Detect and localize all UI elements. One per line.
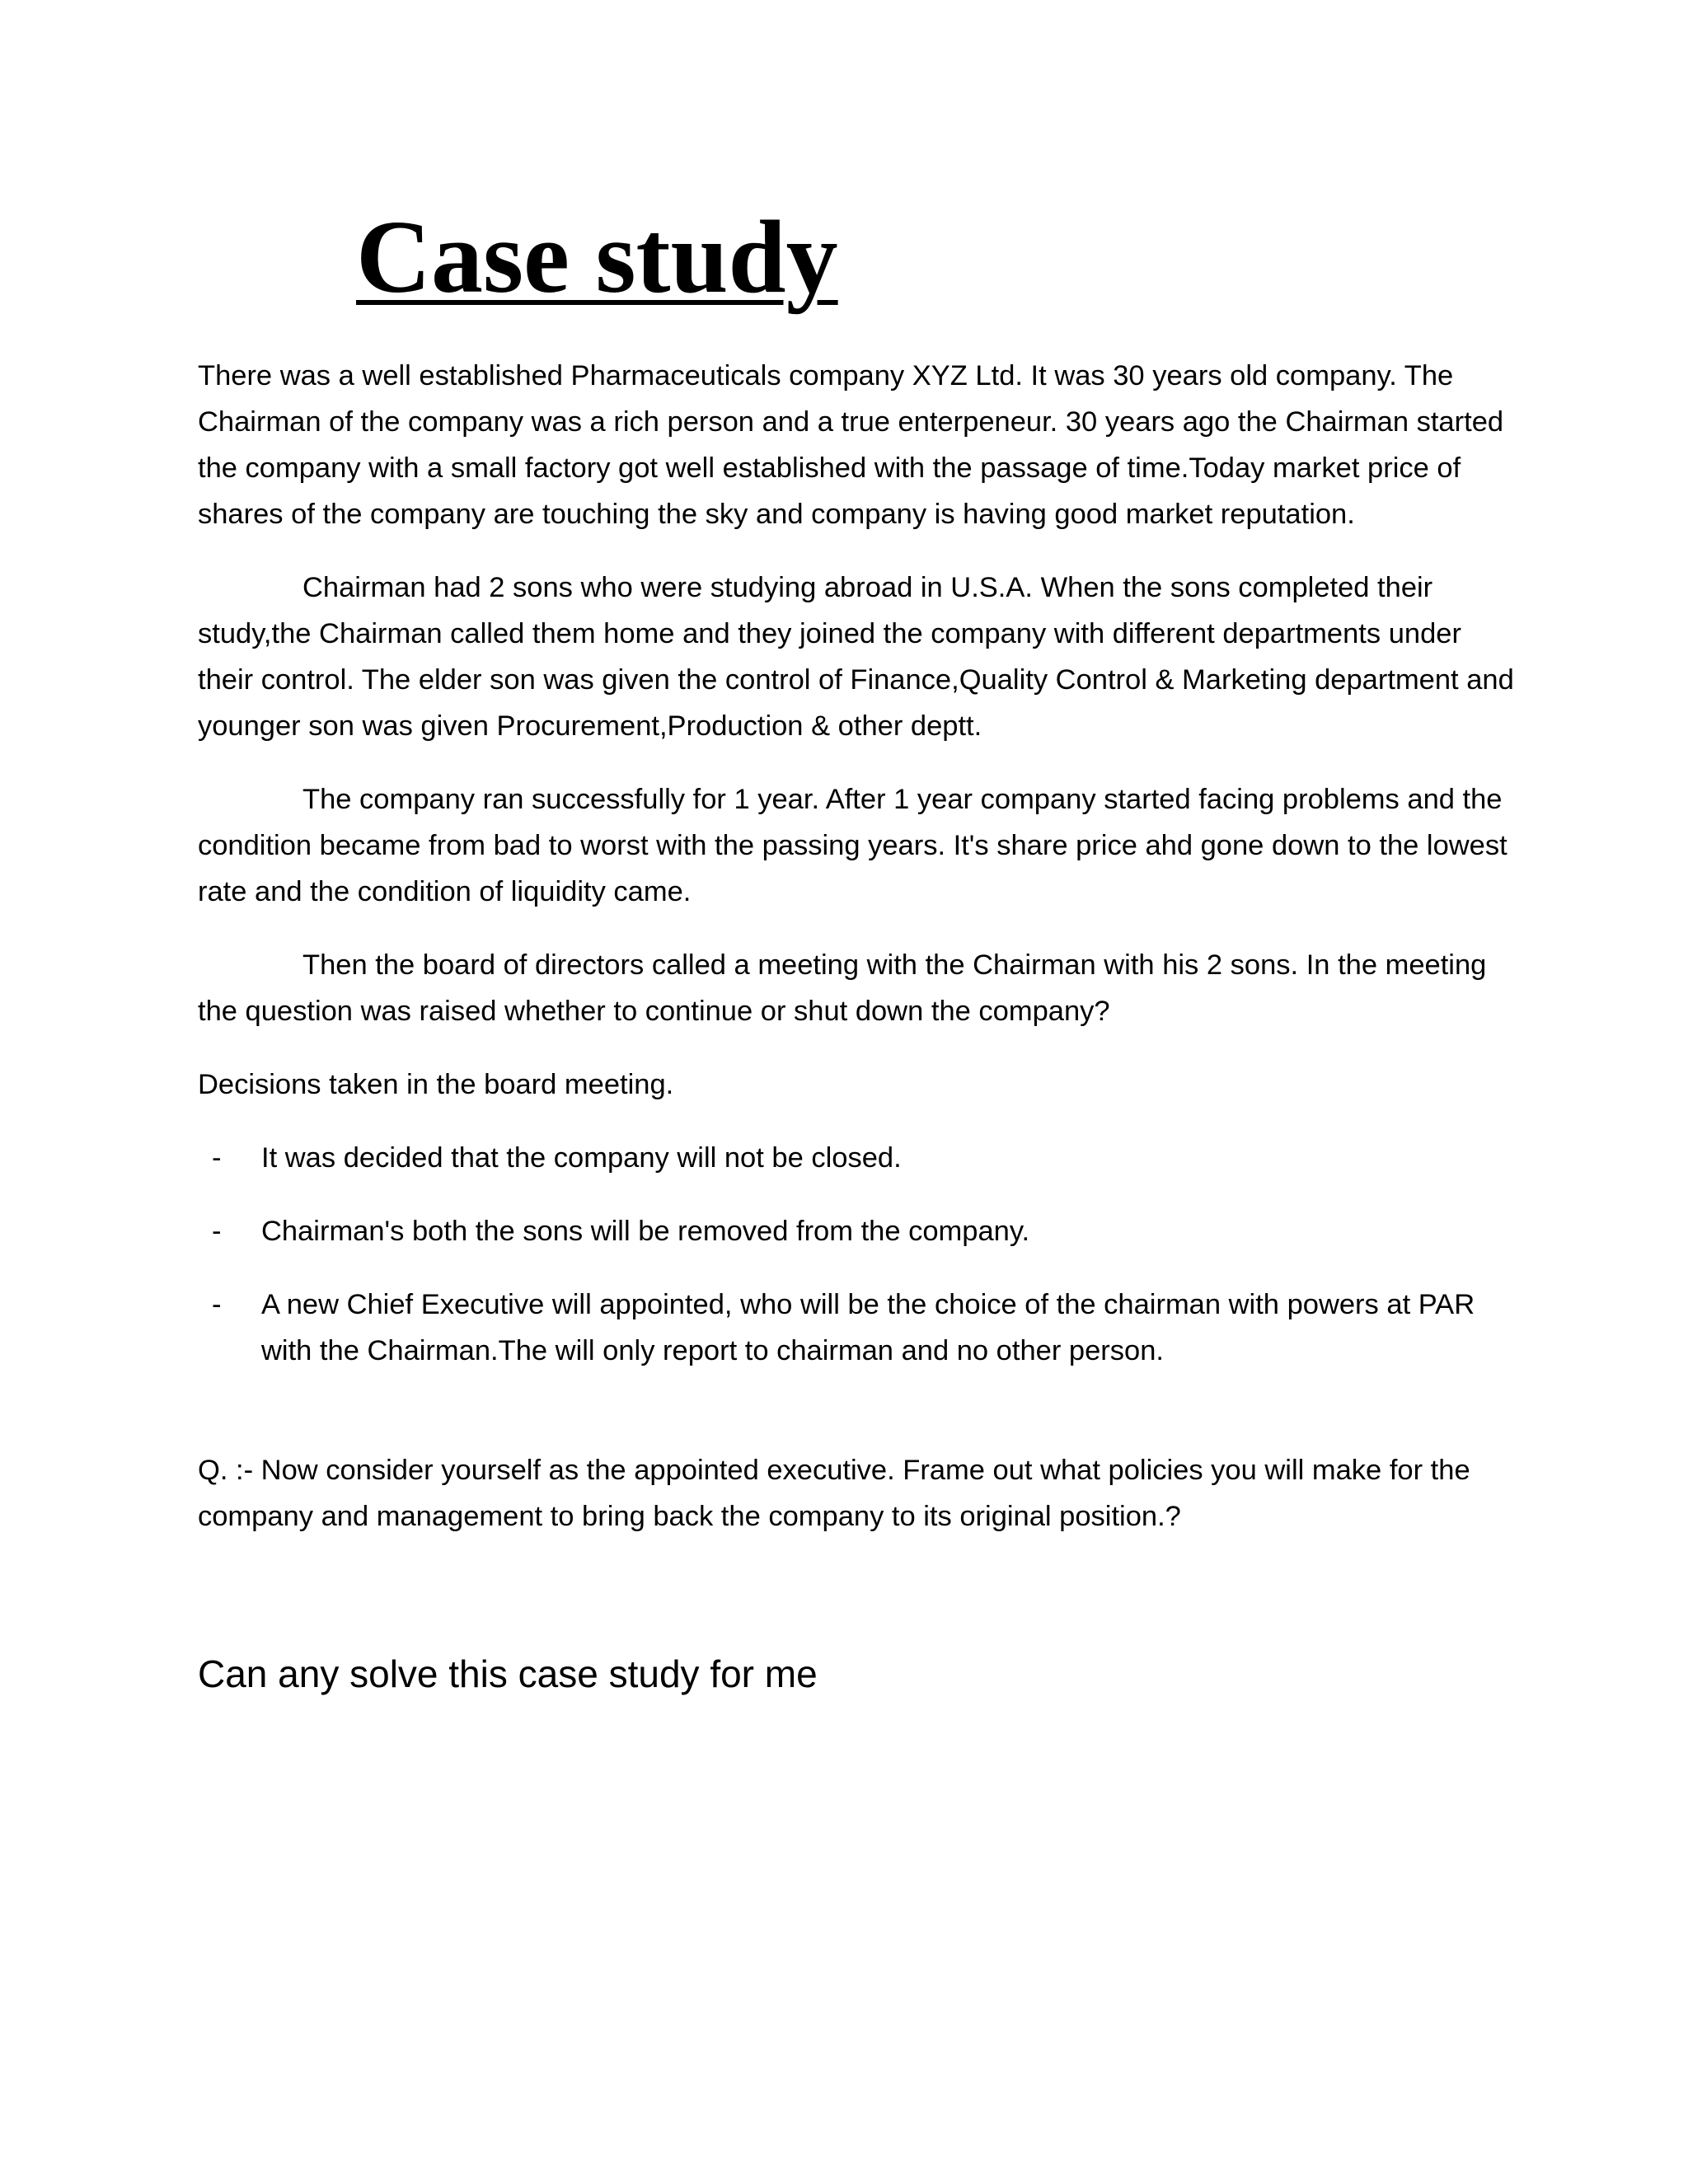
- document-body: [198, 353, 1517, 1699]
- question-text: Q. :- Now consider yourself as the appointed executive. Frame out what policies you will make for the company and management to bring back the company to its original position.?: [198, 1455, 1470, 1532]
- paragraph-board-meeting: Then the board of directors called a meeting with the Chairman with his 2 sons. In the meeting the question was raised whether to continue or shut down the company?: [198, 949, 1487, 1027]
- paragraph-sons: Chairman had 2 sons who were studying abroad in U.S.A. When the sons completed their study,the Chairman called them home and they joined the company with different departments under their control. The elder son was given the control of Finance,Quality Control & Marketing department and younger son was given Procurement,Production & other deptt.: [198, 572, 1514, 742]
- decision-text: It was decided that the company will not be closed.: [261, 1142, 902, 1174]
- closing-request: Can any solve this case study for me: [198, 1652, 818, 1695]
- bullet-dash: -: [212, 1289, 222, 1320]
- decisions-heading: Decisions taken in the board meeting.: [198, 1069, 674, 1100]
- document-title: Case study: [356, 200, 838, 315]
- bullet-dash: -: [212, 1216, 222, 1247]
- decision-text: Chairman's both the sons will be removed from the company.: [261, 1216, 1030, 1247]
- decision-item: [198, 1208, 1517, 1254]
- paragraph-intro: There was a well established Pharmaceuticals company XYZ Ltd. It was 30 years old company. The Chairman of the company was a rich person and a true enterpeneur. 30 years ago the Chairman started the company with a small factory got well established with the passage of time.Today market price of shares of the company are touching the sky and company is having good market reputation.: [198, 360, 1504, 530]
- decision-item: [198, 1135, 1517, 1181]
- decision-item: [198, 1282, 1517, 1374]
- decision-text: A new Chief Executive will appointed, who will be the choice of the chairman with powers at PAR with the Chairman.The will only report to chairman and no other person.: [261, 1289, 1475, 1366]
- bullet-dash: -: [212, 1142, 222, 1174]
- paragraph-decline: The company ran successfully for 1 year. After 1 year company started facing problems and the condition became from bad to worst with the passing years. It's share price ahd gone down to the lowest rate and the condition of liquidity came.: [198, 784, 1507, 907]
